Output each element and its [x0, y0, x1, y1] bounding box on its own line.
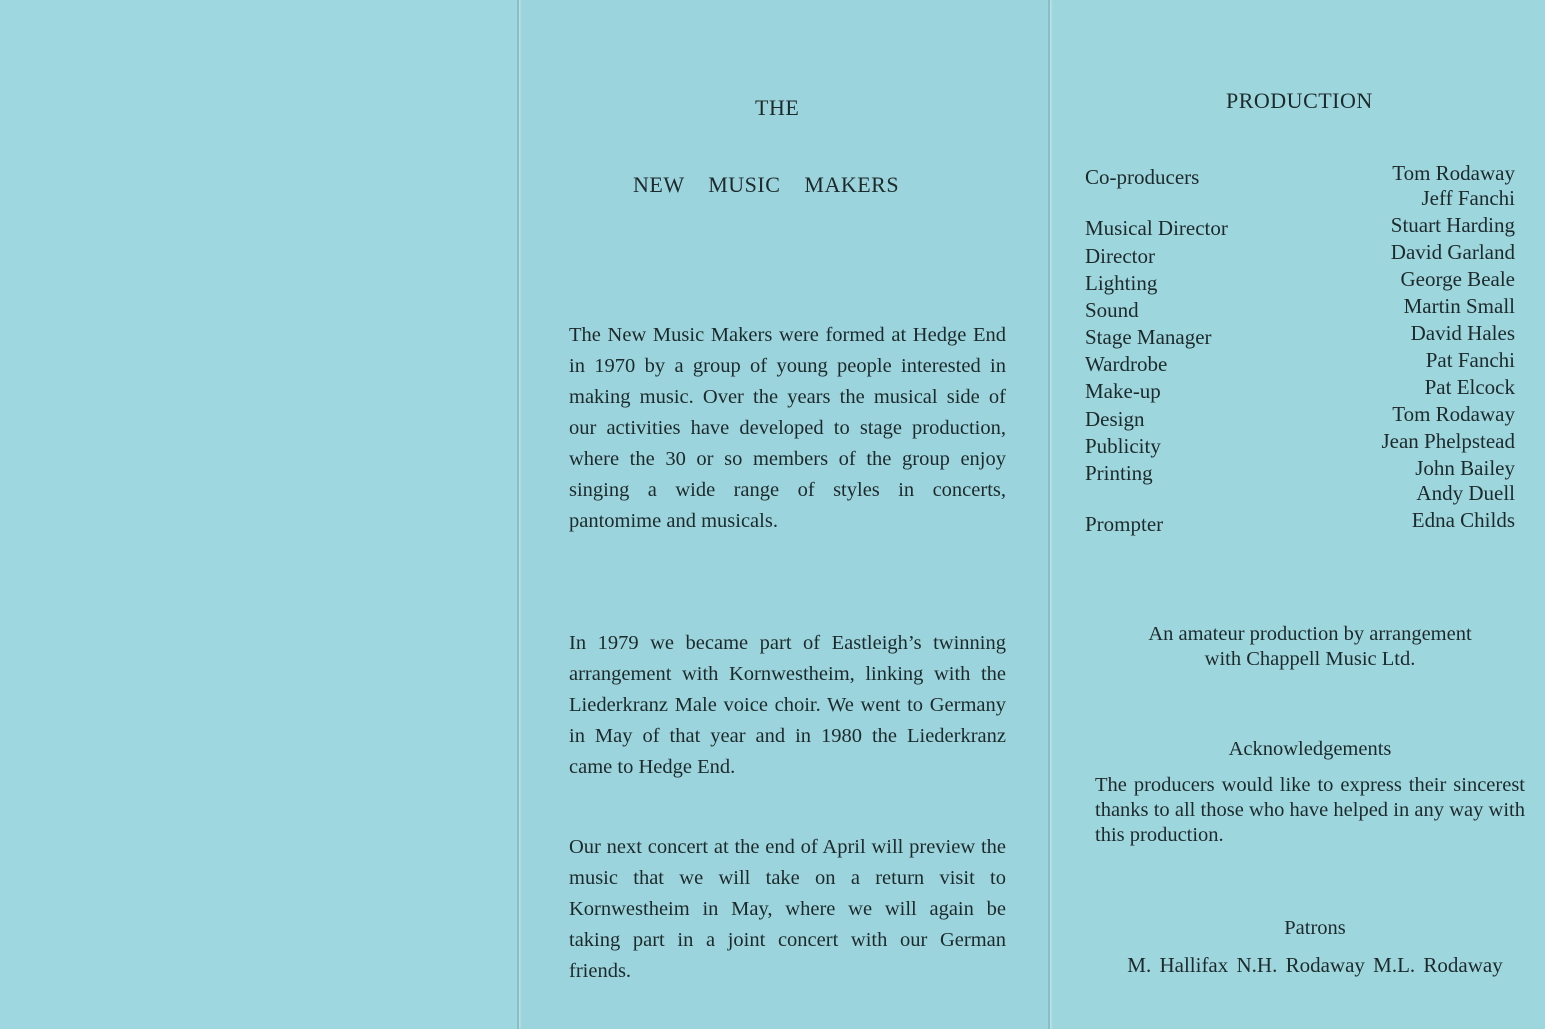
credit-role: Publicity [1085, 434, 1161, 458]
credit-role: Lighting [1085, 271, 1158, 295]
acknowledgements-text: The producers would like to express their sincerest thanks to all those who have helped in any way with this production. [1095, 774, 1525, 846]
credit-name: Edna Childs [1411, 508, 1515, 532]
credit-name: Stuart Harding [1390, 213, 1515, 237]
credit-role: Design [1085, 407, 1145, 431]
credit-role: Director [1085, 244, 1155, 268]
credit-role: Make-up [1085, 379, 1161, 403]
credit-role: Prompter [1085, 512, 1164, 536]
title-new-music-makers: NEW MUSIC MAKERS [633, 172, 900, 197]
left-panel-blank [0, 0, 518, 1029]
middle-panel [519, 0, 1049, 1029]
credit-role: Wardrobe [1085, 352, 1168, 376]
credit-name: Pat Fanchi [1425, 348, 1515, 372]
production-title: PRODUCTION [1226, 88, 1373, 113]
right-panel-production [1050, 0, 1545, 1029]
paragraph-twinning: In 1979 we became part of Eastleigh’s twinning arrangement with Kornwestheim, linking with the Liederkranz Male voice choir. We went to Germany in May of that year and in 1980 the Liederkranz came to Hedge End. [569, 632, 1006, 778]
patrons-title: Patrons [1284, 917, 1346, 939]
acknowledgements-title: Acknowledgements [1228, 738, 1392, 760]
fold-line [517, 0, 519, 1029]
credit-role: Printing [1085, 461, 1153, 485]
credit-name: Tom Rodaway [1392, 161, 1515, 185]
credit-name: George Beale [1400, 267, 1515, 291]
title-the: THE [755, 95, 800, 120]
fold-line [1048, 0, 1050, 1029]
credit-name: Jeff Fanchi [1421, 186, 1515, 210]
credit-role: Musical Director [1085, 216, 1228, 240]
credit-name: Pat Elcock [1424, 375, 1515, 399]
paragraph-history: The New Music Makers were formed at Hedge End in 1970 by a group of young people interested in making music. Over the years the musical side of our activities have developed to stage production, where the 30 or so members of the group enjoy singing a wide range of styles in concerts, pantomime and musicals. [569, 324, 1006, 532]
credit-role: Stage Manager [1085, 325, 1212, 349]
credit-name: John Bailey [1415, 456, 1515, 480]
credit-role: Sound [1085, 298, 1139, 322]
credit-name: Andy Duell [1416, 481, 1515, 505]
patrons-names: M. Hallifax N.H. Rodaway M.L. Rodaway [1127, 953, 1503, 977]
arrangement-line-2: with Chappell Music Ltd. [1204, 648, 1416, 670]
paragraph-next-concert: Our next concert at the end of April will preview the music that we will take on a return visit to Kornwestheim in May, where we will again be taking part in a joint concert with our German friends. [569, 836, 1006, 982]
credit-name: David Garland [1390, 240, 1515, 264]
credit-name: Tom Rodaway [1392, 402, 1515, 426]
arrangement-line-1: An amateur production by arrangement [1148, 623, 1472, 645]
credit-name: David Hales [1410, 321, 1515, 345]
credit-name: Jean Phelpstead [1381, 429, 1515, 453]
credit-role: Co-producers [1085, 165, 1200, 189]
arrangement-note [1090, 622, 1530, 672]
credit-name: Martin Small [1403, 294, 1515, 318]
